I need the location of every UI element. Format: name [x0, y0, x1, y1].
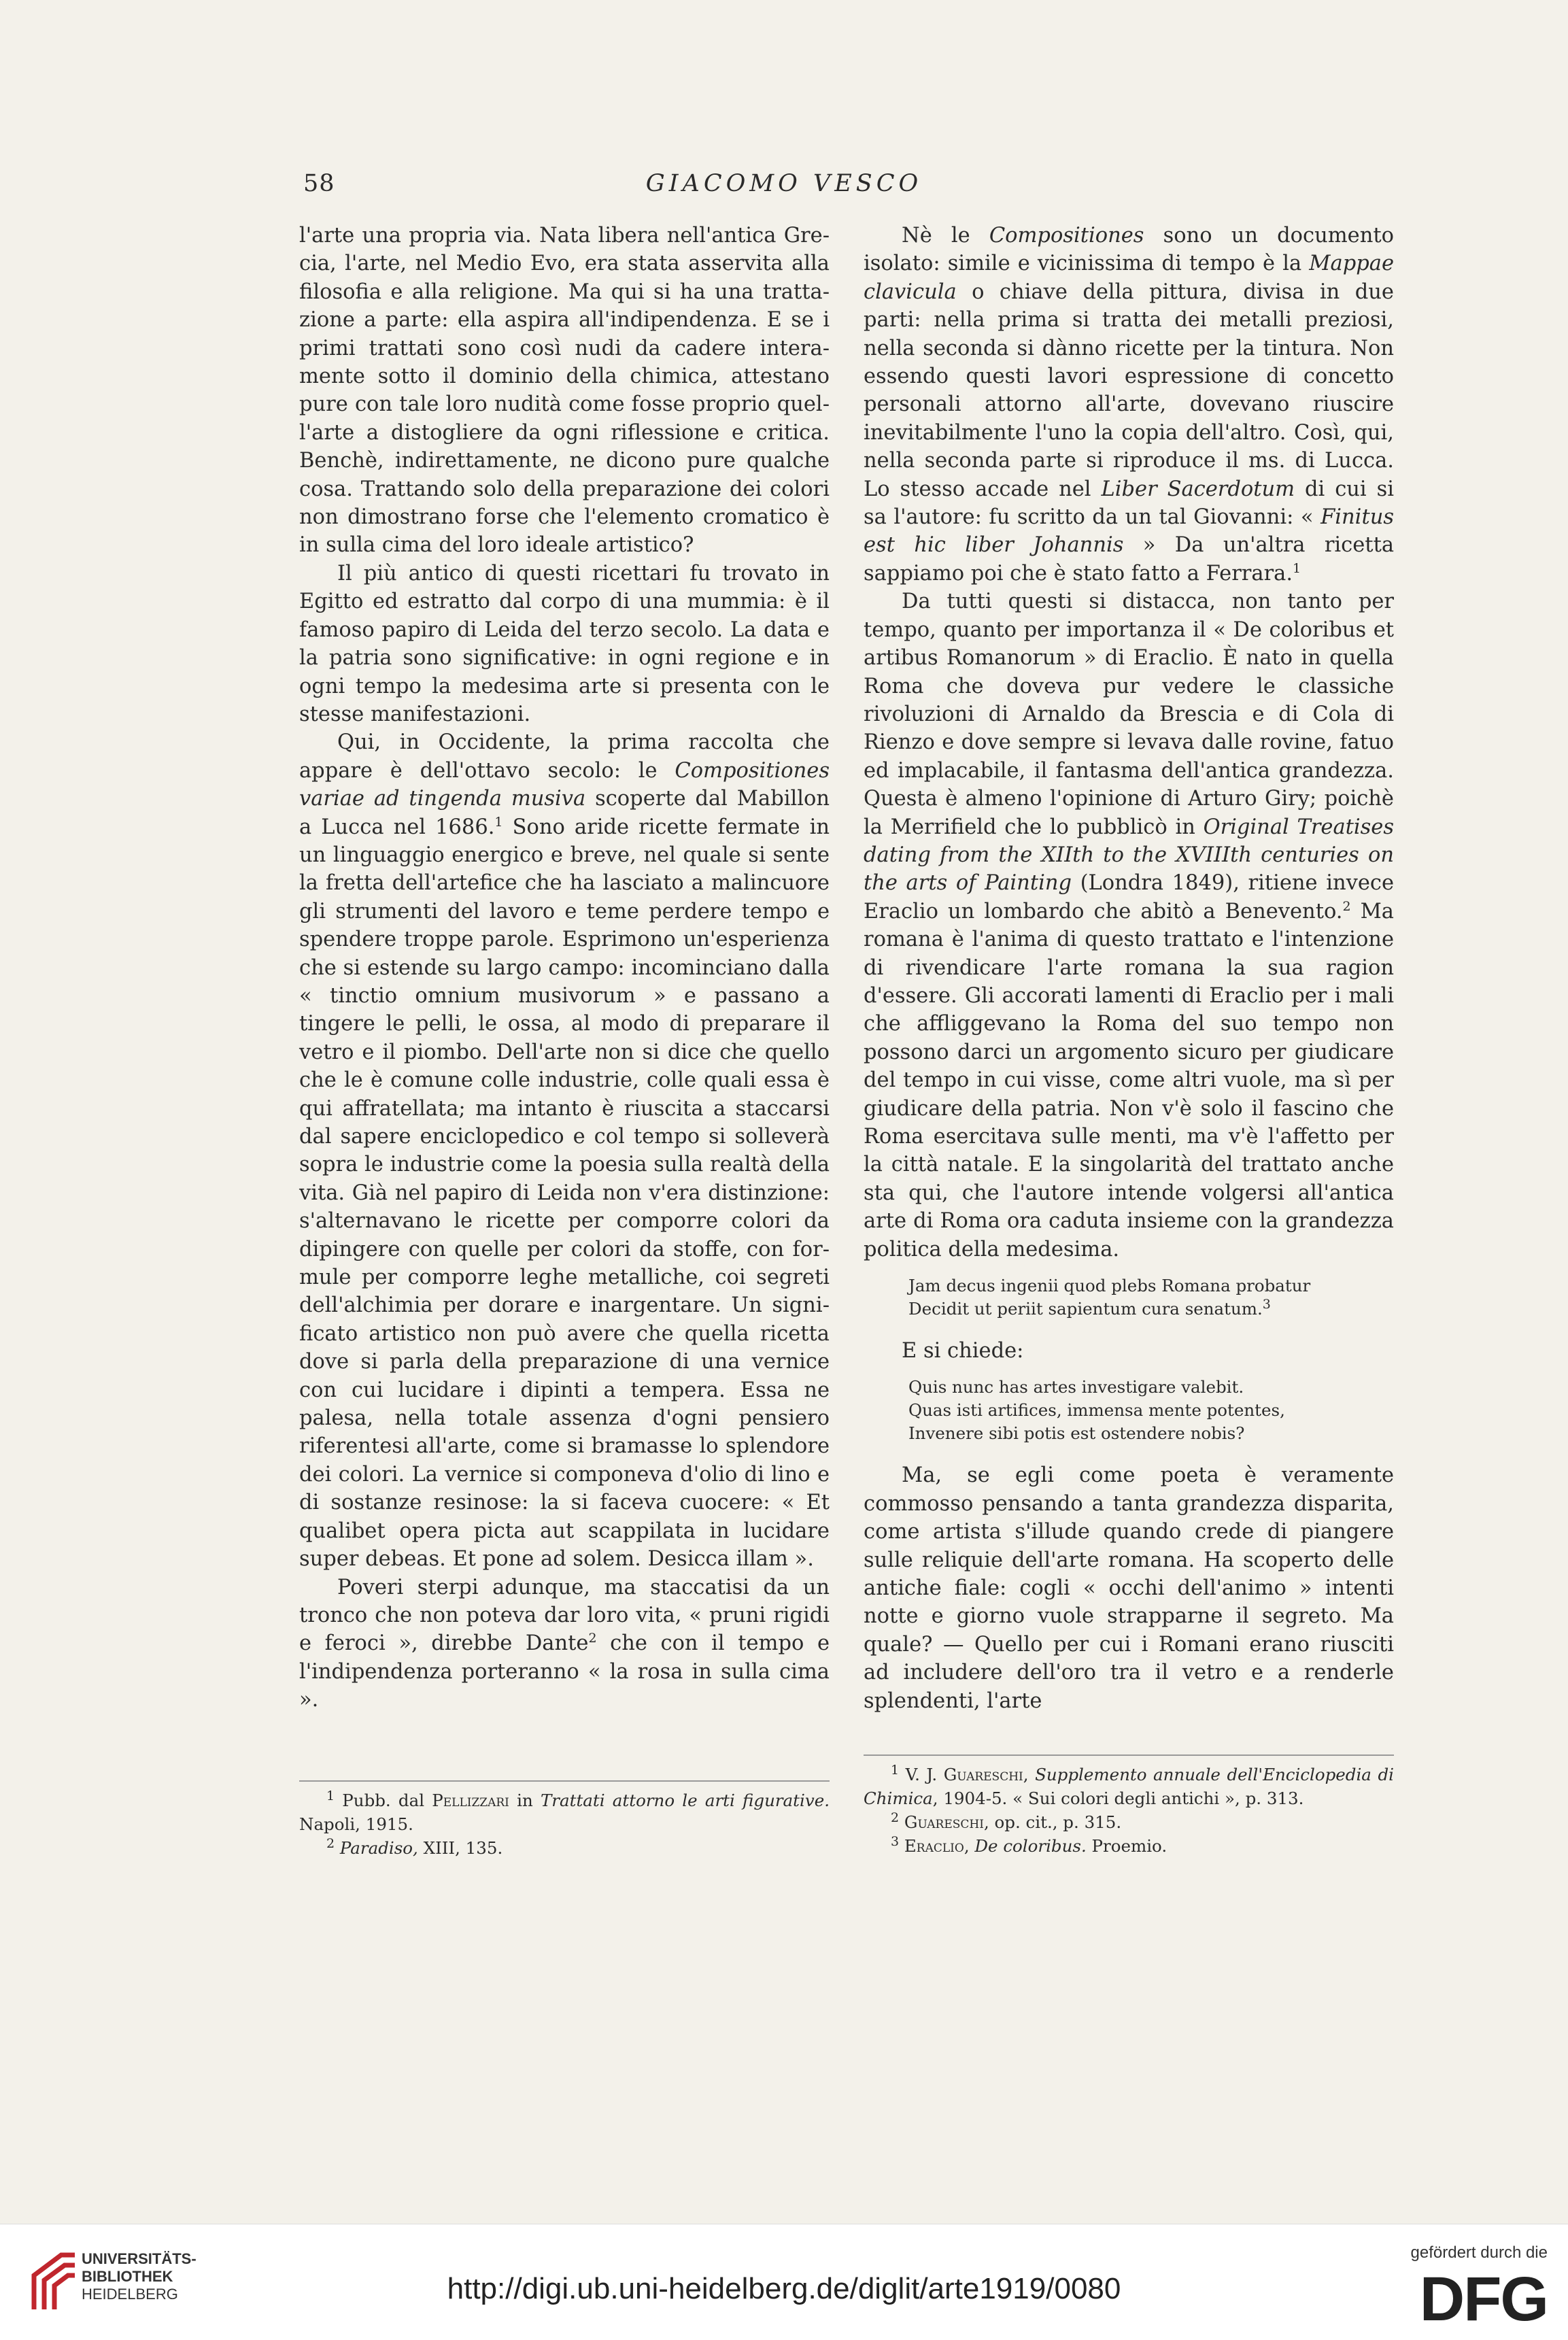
verse-line: Invenere sibi potis est ostendere nobis?: [908, 1423, 1245, 1444]
library-name-line: BIBLIOTHEK: [82, 2268, 173, 2285]
footnotes-right: [864, 1763, 1394, 1858]
paragraph: Il più antico di questi ricettari fu trovato in Egitto ed estratto dal corpo di una mummia: è il famoso papiro di Leida del terzo secolo. La data e la patria sono significative: in ogni regione e in ogni tempo la medesima arte si presenta con le stesse manifestazioni.: [299, 561, 830, 726]
running-header: [303, 170, 1265, 211]
right-column: [864, 222, 1394, 1715]
paragraph: Da tutti questi si distacca, non tanto per tempo, quanto per importanza il « De coloribus et artibus Romanorum » di Eraclio. È nato in quella Roma che doveva pur vedere le classiche rivoluzioni di Arnaldo da Brescia e di Cola di Rienzo e dove sempre si levava dalle rovine, fatuo ed implacabile, il fantasma dell'antica grandezza. Questa è almeno l'opinione di Arturo Giry; poichè la Merrifield che lo pubblicò in Original Treatises dating from the XIIth to the XVIIIth centuries on the arts of Painting (Londra 1849), ritiene invece Eraclio un lombardo che abitò a Benevento.$^2$ Ma romana è l'anima di questo trattato e l'intenzione di rivendicare l'arte romana la sua ragion d'essere. Gli accorati lamenti di Eraclio per i mali che affliggevano la Roma del suo tempo non possono darci un argomento sicuro per giudicare del tempo in cui visse, come altri vuole, ma sì per giudicare della patria. Non v'è solo il fascino che Roma esercitava sulle menti, ma v'è l'affetto per la città natale. E la singolarità del trattato anche sta qui, che l'autore intende volgersi all'antica arte di Roma ora caduta insieme con la grandezza politica della medesima.: [864, 590, 1394, 1261]
sponsor-caption: gefördert durch die: [1410, 2243, 1548, 2262]
footnote-rule: [864, 1754, 1394, 1756]
running-title: GIACOMO VESCO: [645, 170, 923, 197]
paragraph: l'arte una propria via. Nata libera nell'antica Grecia, l'arte, nel Medio Evo, era stata asservita alla filosofia e alla religione. Ma qui si ha una trattazione a parte: ella aspira all'indipendenza. E se i primi trattati sono così nudi da cadere interamente sotto il dominio della chimica, attestano pure con tale loro nudità come fosse proprio quell'arte a distogliere da ogni riflessione e critica. Benchè, indirettamente, ne dicono pure qualche cosa. Trattando solo della preparazione dei colori non dimostrano forse che l'elemento cromatico è in sulla cima del loro ideale artistico?: [299, 224, 830, 558]
paragraph: Poveri sterpi adunque, ma staccatisi da un tronco che non poteva dar loro vita, « pruni rigidi e feroci », direbbe Dante$^2$ che con il tempo e l'indipendenza porteranno « la rosa in sulla cima ».: [299, 1575, 830, 1712]
footnotes-left: [299, 1788, 830, 1860]
dfg-logo-icon: DFG: [1419, 2265, 1548, 2334]
verse-line: Quas isti artifices, immensa mente potentes,: [908, 1400, 1285, 1421]
footnote: $^1$ Pubb. dal Pellizzari in Trattati attorno le arti figurative. Napoli, 1915.: [299, 1788, 830, 1834]
footnote: $^2$ Guareschi, op. cit., p. 315.: [891, 1810, 1122, 1832]
paragraph: Qui, in Occidente, la prima raccolta che appare è dell'ottavo secolo: le Compositiones variae ad tingenda musiva scoperte dal Mabillon a Lucca nel 1686.$^1$ Sono aride ricette fermate in un linguaggio energico e breve, nel quale si sente la fretta dell'artefice che ha lasciato a malincuore gli strumenti del lavoro e teme perdere tempo e spendere troppe parole. Esprimono un'esperienza che si estende su largo campo: incominciano dalla « tinctio omnium musivorum » e passano a tingere le pelli, le ossa, al modo di preparare il vetro e il piombo. Dell'arte non si dice che quello che le è comune colle industrie, colle quali essa è qui affratellata; ma intanto è riuscita a staccarsi dal sapere enciclopedico e col tempo si solleverà sopra le industrie come la poesia sulla realtà della vita. Già nel papiro di Leida non v'era distinzione: s'alternavano le ricette per comporre colori da dipingere con quelle per colori da stoffe, con formule per comporre leghe metalliche, coi segreti dell'alchimia per dorare e inargentare. Un significato artistico non può avere che quella ricetta dove si parla della preparazione di una vernice con cui lucidare i dipinti a tempera. Essa ne palesa, nella totale assenza d'ogni pensiero riferentesi all'arte, come si bramasse lo splendore dei colori. La vernice si componeva d'olio di lino e di sostanze resinose: la si faceva cuocere: « Et qualibet opera picta aut scappilata in lucidare super debeas. Et pone ad solem. Desicca illam ».: [299, 730, 830, 1572]
library-name-line: HEIDELBERG: [82, 2286, 178, 2303]
footnote: $^1$ V. J. Guareschi, Supplemento annuale dell'Enciclopedia di Chimica, 1904-5. « Sui colori degli antichi », p. 313.: [864, 1762, 1394, 1808]
paragraph: Ma, se egli come poeta è veramente commosso pensando a tanta grandezza disparita, come artista s'illude quando crede di piangere sulle reliquie dell'arte romana. Ha scoperto delle antiche fiale: cogli « occhi dell'animo » intenti notte e giorno vuole strapparne il segreto. Ma quale? — Quello per cui i Romani erano riusciti ad includere dell'oro tra il vetro e a renderle splendenti, l'arte: [864, 1463, 1394, 1713]
footnote-rule: [299, 1780, 830, 1782]
verse-line: Quis nunc has artes investigare valebit.: [908, 1377, 1244, 1397]
footnote: $^3$ Eraclio, De coloribus. Proemio.: [891, 1833, 1168, 1856]
verse-intro: E si chiede:: [902, 1339, 1024, 1363]
verse-line: Decidit ut periit sapientum cura senatum.$^3$: [908, 1296, 1271, 1319]
page-number: 58: [303, 170, 335, 197]
verse-quote: [908, 1274, 1394, 1321]
paragraph: Nè le Compositiones sono un documento isolato: simile e vicinissima di tempo è la Mappae clavicula o chiave della pittura, divisa in due parti: nella prima si tratta dei metalli preziosi, nella seconda si dànno ricette per la tintura. Non essendo questi lavori espressione di concetto personali attorno all'arte, dovevano riuscire inevitabilmente l'uno la copia dell'altro. Così, qui, nella seconda parte si riproduce il ms. di Lucca. Lo stesso accade nel Liber Sacerdotum di cui si sa l'autore: fu scritto da un tal Giovanni: « Finitus est hic liber Johannis » Da un'altra ricetta sappiamo poi che è stato fatto a Ferrara.$^1$: [864, 224, 1395, 586]
verse-line: Jam decus ingenii quod plebs Romana probatur: [908, 1276, 1311, 1296]
library-name-line: UNIVERSITÄTS-: [82, 2250, 197, 2267]
left-column: [299, 222, 830, 1714]
viewer-footer: [0, 2224, 1568, 2340]
permalink-url[interactable]: http://digi.ub.uni-heidelberg.de/diglit/arte1919/0080: [447, 2272, 1121, 2305]
verse-quote: [908, 1376, 1394, 1445]
footnote: $^2$ Paradiso, XIII, 135.: [326, 1835, 503, 1858]
